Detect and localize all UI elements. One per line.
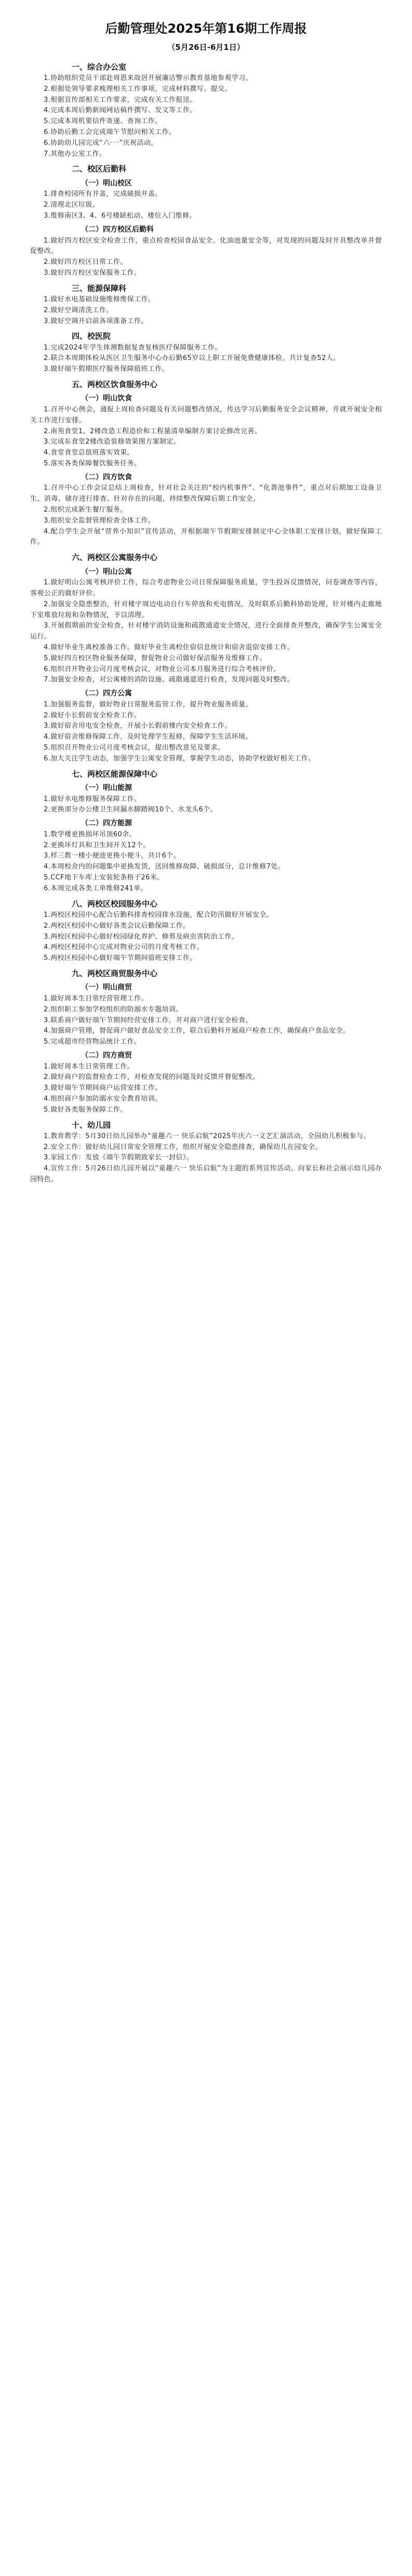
paragraph: 3.做好端午节期间商户运营安排工作。 — [44, 1084, 162, 1092]
paragraph: 3.组织安全监督管理检查全体工作。 — [44, 516, 155, 525]
sections-container — [30, 61, 382, 1185]
paragraph: 7.加强安全检查，对公寓楼的消防设施、疏散通道进行检查，发现问题及时整改。 — [44, 676, 295, 684]
section-heading: 三、能源保障科 — [72, 283, 127, 293]
subsection-heading: （一）明山公寓 — [81, 567, 132, 576]
paragraph: 1.完成2024年学生体测数据复查复核医疗保障服务工作。 — [44, 343, 222, 352]
paragraph: 2.组织职工参加学校组织的防溺水专题培训。 — [44, 1005, 183, 1013]
section-heading: 五、两校区饮食服务中心 — [72, 380, 158, 390]
paragraph: 2.两校区校园中心做好各类会议后勤保障工作。 — [44, 922, 190, 930]
document-subtitle: （5月26日-6月1日） — [167, 42, 245, 52]
paragraph: 5.完成本周机要信件寄递、查询工作。 — [44, 117, 162, 126]
paragraph: 2.加强安全隐患整治，针对楼宇周边电动自行车停放和充电情况，及时联系后勤科协助处理，针对楼内走廊地下室堆放垃圾和杂物情况，予以清理。 — [30, 600, 382, 619]
paragraph: 6.协助后勤工会完成端午节慰问相关工作。 — [44, 128, 176, 137]
paragraph: 4.宣传工作：5月26日幼儿园开展以“童趣六一 快乐启航”为主题的系列宣传活动，向家长和社会展示幼儿园办园特色。 — [30, 1165, 382, 1184]
paragraph: 2.做好小长假前安全检查工作。 — [44, 711, 141, 719]
paragraph: 2.做好四方校区日常工作。 — [44, 258, 127, 266]
paragraph: 7.其他办公室工作。 — [44, 150, 107, 158]
section-heading: 四、校医院 — [72, 331, 111, 341]
subsection-heading: （二）四方饮食 — [81, 473, 132, 482]
document-content — [0, 0, 412, 1185]
paragraph: 4.配合学生会开展“营养小知识”宣传活动，并根据端午节假期安排制定中心全体职工安排计划，做好保障工作。 — [30, 527, 382, 546]
paragraph: 2.南苑食堂1、2楼改造工程造价和工程量清单编制方案讨论修改完善。 — [44, 427, 262, 435]
paragraph: 3.两校区校园中心做好校园绿化养护、修剪及病虫害防治工作。 — [44, 932, 239, 941]
paragraph: 1.做好明山公寓考核评价工作，综合考虑物业公司日常保障服务质量，学生投诉反馈情况，问卷调查等内容，客观公正的做好评价。 — [30, 579, 382, 598]
paragraph: 1.做好周本生日常管理工作。 — [44, 1062, 135, 1071]
paragraph: 1.协助组织党员干部赴周恩来故居开展廉洁警示教育基地参观学习。 — [44, 74, 252, 83]
paragraph: 1.做好四方校区安全检查工作，重点检查校园食品安全、化油池量安全等，对发现的问题及时开具整改单并督促整改。 — [30, 236, 382, 256]
paragraph: 6.协助幼儿园完成“六·一”庆祝活动。 — [44, 139, 158, 147]
paragraph: 1.教育教学：5月30日幼儿园举办“童趣六一 快乐启航”2025年庆六一文艺汇演活动，全园幼儿积极参与。 — [44, 1132, 370, 1140]
paragraph: 2.联合本周期体检从医区卫生服务中心办后勤65岁以上职工开展免费健康体检，共计复查52人。 — [44, 354, 340, 363]
paragraph: 4.组织商户参加防溺水安全教育培训。 — [44, 1095, 162, 1103]
paragraph: 3.样三教一楼小便池更换小便斗，共计6个。 — [44, 852, 181, 860]
paragraph: 1.数学楼更换损坏吊顶60余。 — [44, 830, 136, 838]
paragraph: 4.完成本周后勤新闻网站稿件撰写、发文等工作。 — [44, 106, 197, 115]
paragraph: 5.两校区校园中心做好端午节期间值班安排工作。 — [44, 954, 197, 963]
section-heading: 六、两校区公寓服务中心 — [72, 553, 158, 563]
subsection-heading: （一）明山校区 — [81, 179, 132, 188]
paragraph: 4.做好宿舍维修保障工作，及时处理学生报修，保障学生生活环境。 — [44, 733, 252, 741]
section-heading: 八、两校区校园服务中心 — [72, 899, 158, 909]
paragraph: 5.做好四方校区物业服务保障，督促物业公司做好保洁服务及维修工作。 — [44, 654, 267, 662]
paragraph: 2.更换部分办公楼卫生间漏水脚踏阀10个、水龙头6个。 — [44, 806, 218, 814]
paragraph: 5.CCF地下车库上安装轮条格子26米。 — [44, 874, 164, 882]
paragraph: 2.更换坏灯具和卫生间开关12个。 — [44, 841, 150, 849]
section-heading: 九、两校区商贸服务中心 — [72, 968, 158, 978]
paragraph: 3.做好四方校区安保服务工作。 — [44, 269, 141, 277]
paragraph: 2.组织完成新生餐厅服务。 — [44, 506, 127, 514]
subsection-heading: （二）四方能源 — [81, 819, 132, 828]
paragraph: 1.加强服务监督，做好物业日常服务监管工作，提升物业服务质量。 — [44, 700, 252, 709]
subsection-heading: （一）明山能源 — [81, 783, 132, 792]
subsection-heading: （一）明山商贸 — [81, 983, 132, 992]
subsection-heading: （二）四方公寓 — [81, 689, 132, 698]
paragraph: 5.做好各类服务保障工作。 — [44, 1105, 127, 1114]
paragraph: 6.本周完成各类工单维修241单。 — [44, 884, 148, 892]
paragraph: 3.维修南区3、4、6号楼缺松动、楼位入门维修。 — [44, 212, 196, 220]
paragraph: 2.做好商户的监督检查工作，对检查发现的问题及时反馈并督促整改。 — [44, 1073, 260, 1082]
paragraph: 1.召开中心工作会议总结上周检查，针对社会关注的“校内机事件”、“化粪池事件”，重点对后期加工设备卫生、消毒、储存进行排查、针对存在的问题，持续整改保障后期工作安全。 — [30, 484, 382, 503]
paragraph: 4.两校区校园中心完成对物业公司的月度考核工作。 — [44, 943, 204, 952]
paragraph: 1.做好周本生日常经营管理工作。 — [44, 994, 148, 1003]
document-title: 后勤管理处2025年第16期工作周报 — [105, 21, 307, 36]
paragraph: 1.召开中心例会，通报上周检查问题及有关问题整改情况，传达学习后勤服务安全会议精神，并就开展安全相关工作进行安排。 — [30, 406, 382, 424]
paragraph: 1.做好水电维修服务保障工作。 — [44, 795, 141, 803]
section-heading: 一、综合办公室 — [72, 62, 127, 72]
paragraph: 2.清理北区垃圾。 — [44, 201, 100, 209]
paragraph: 4.加强商户管理，督促商户做好食品安全工作，联合后勤科开展商户检查工作，确保商户食品安全。 — [44, 1027, 350, 1035]
paragraph: 1.两校区校园中心配合后勤科排查校园排水设施，配合防汛做好开展安全。 — [44, 911, 274, 919]
paragraph: 5.完成超市经营物品统计工作。 — [44, 1038, 141, 1046]
paragraph: 2.安全工作：做好幼儿园日常安全管理工作，组织开展安全隐患排查，确保幼儿在园安全。 — [44, 1143, 322, 1151]
section-heading: 七、两校区能源保障中心 — [72, 769, 158, 779]
subsection-heading: （二）四方商贸 — [81, 1051, 132, 1060]
paragraph: 3.完成东食堂2楼改造装修效果图方案制定。 — [44, 438, 181, 446]
paragraph: 3.开展假期前的安全检查，针对楼宇消防设施和疏散通道安全情况，进行全面排查并整改，确保学生公寓安全运行。 — [30, 622, 382, 641]
paragraph: 3.联系商户做好端午节期间经营安排工作，并对商户进行安全检查。 — [44, 1016, 252, 1024]
paragraph: 3.做好端午假期医疗服务保障值班工作。 — [44, 365, 169, 373]
paragraph: 4.做好毕业生离校准备工作。做好毕业生离校住宿信息统计和宿舍退宿安排工作。 — [44, 644, 295, 652]
paragraph: 1.排查校园所有井盖，完成破损井盖。 — [44, 190, 162, 198]
subsection-heading: （二）四方校区后勤科 — [81, 225, 154, 234]
paragraph: 4.食堂食堂总值班落实效果。 — [44, 449, 135, 457]
paragraph: 2.根据处领导要求梳理相关工作事项，完成材料撰写、提交。 — [44, 85, 232, 93]
paragraph: 5.组织召开物业公司月度考核会议，提出整改意见及要求。 — [44, 744, 225, 752]
paragraph: 3.做好空调开启前各项准备工作。 — [44, 317, 148, 325]
paragraph: 2.做好空调清洗工作。 — [44, 306, 113, 314]
paragraph: 3.做好宿舍用电安全检查，开展小长假前楼内安全检查工作。 — [44, 722, 232, 730]
paragraph: 5.落实各类保障餐饮服务任务。 — [44, 460, 141, 468]
subsection-heading: （一）明山饮食 — [81, 394, 132, 403]
section-heading: 十、幼儿园 — [72, 1120, 111, 1130]
paragraph: 3.家园工作：发放《端午节假期致家长一封信》。 — [44, 1154, 194, 1162]
paragraph: 6.组织召开物业公司月度考核会议，对物业公司本月服务进行综合考核评价。 — [44, 665, 281, 673]
paragraph: 4.本周校舍内的问题集中更换发货，送回维修故障、破损部分，总计维修7处。 — [44, 863, 285, 871]
paragraph: 3.根据宣传部相关工作要求，完成有关工作报送。 — [44, 96, 197, 104]
section-heading: 二、校区后勤科 — [72, 164, 127, 174]
paragraph: 6.加大关注学生动态，加强学生公寓安全管理，掌握学生动态，协助学校做好相关工作。 — [44, 754, 315, 763]
paragraph: 1.做好水电基础设施维修维保工作。 — [44, 295, 155, 303]
